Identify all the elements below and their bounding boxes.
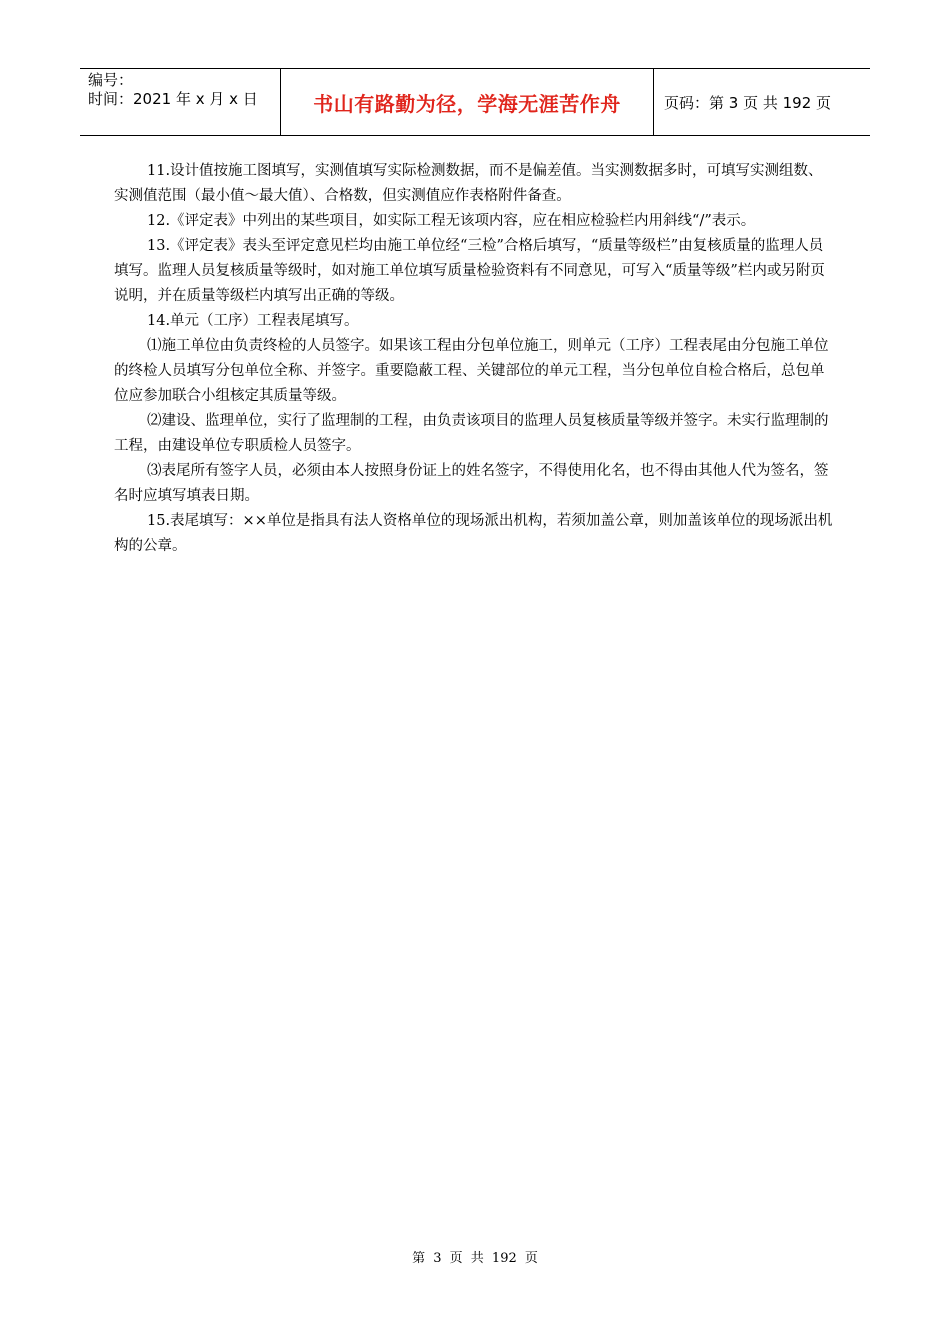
time-label: 时间：2021 年 x 月 x 日 (88, 90, 258, 108)
header-motto: 书山有路勤为径，学海无涯苦作舟 (281, 69, 654, 135)
paragraph-14-1: ⑴施工单位由负责终检的人员签字。如果该工程由分包单位施工，则单元（工序）工程表尾由分包施工单位的终检人员填写分包单位全称、并签字。重要隐蔽工程、关键部位的单元工程，当分包单位自检合格后，总包单位应参加联合小组核定其质量等级。 (114, 338, 829, 404)
header-page-label: 页码：第 3 页 共 192 页 (664, 93, 832, 112)
document-header (80, 68, 870, 136)
document-body (114, 159, 836, 559)
paragraph-15: 15.表尾填写：××单位是指具有法人资格单位的现场派出机构，若须加盖公章，则加盖该单位的现场派出机构的公章。 (114, 513, 833, 554)
page-footer: 第 3 页 共 192 页 (412, 1251, 538, 1266)
paragraph-11: 11.设计值按施工图填写，实测值填写实际检测数据，而不是偏差值。当实测数据多时，可填写实测组数、实测值范围（最小值～最大值）、合格数，但实测值应作表格附件备查。 (114, 163, 823, 204)
paragraph-12: 12.《评定表》中列出的某些项目，如实际工程无该项内容，应在相应检验栏内用斜线“/”表示。 (147, 213, 756, 229)
paragraph-14-2: ⑵建设、监理单位，实行了监理制的工程，由负责该项目的监理人员复核质量等级并签字。未实行监理制的工程，由建设单位专职质检人员签字。 (114, 413, 829, 454)
header-meta (80, 69, 281, 135)
paragraph-14-3: ⑶表尾所有签字人员，必须由本人按照身份证上的姓名签字，不得使用化名，也不得由其他人代为签名，签名时应填写填表日期。 (114, 463, 829, 504)
paragraph-13: 13.《评定表》表头至评定意见栏均由施工单位经“三检”合格后填写，“质量等级栏”由复核质量的监理人员填写。监理人员复核质量等级时，如对施工单位填写质量检验资料有不同意见，可写入“质量等级”栏内或另附页说明，并在质量等级栏内填写出正确的等级。 (114, 238, 825, 304)
paragraph-14: 14.单元（工序）工程表尾填写。 (147, 313, 359, 329)
serial-number-label: 编号： (88, 71, 134, 89)
